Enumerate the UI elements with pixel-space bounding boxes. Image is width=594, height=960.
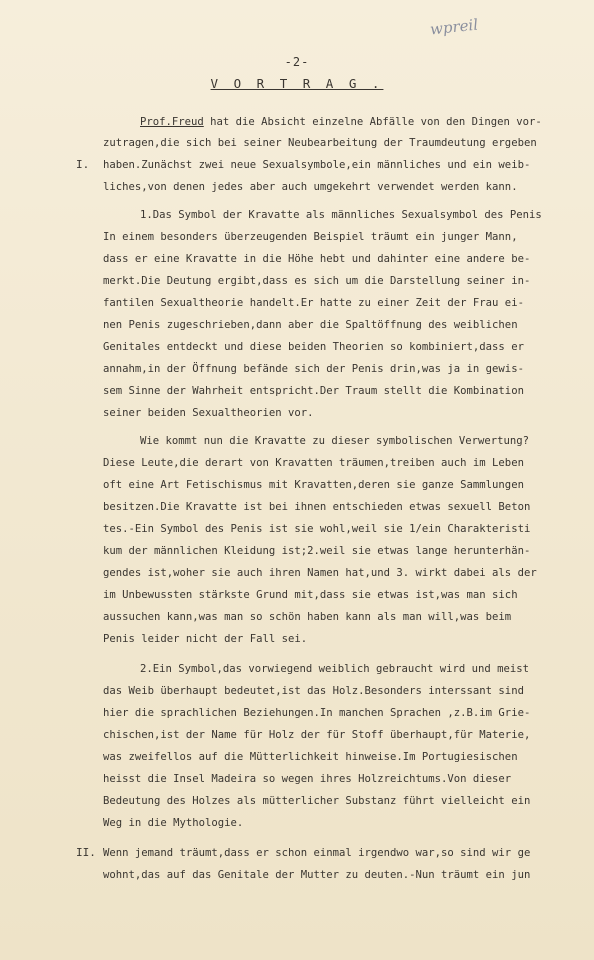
- text-line: Diese Leute,die derart von Kravatten träumen,treiben auch im Leben: [103, 457, 524, 469]
- page-number: -2-: [284, 55, 310, 69]
- text-line: kum der männlichen Kleidung ist;2.weil sie etwas lange herunterhän-: [103, 545, 531, 557]
- text-line: haben.Zunächst zwei neue Sexualsymbole,ein männliches und ein weib-: [103, 159, 531, 171]
- margin-numeral: II.: [76, 846, 96, 859]
- margin-numeral: I.: [76, 158, 90, 171]
- text-line: was zweifellos auf die Mütterlichkeit hinweise.Im Portugiesischen: [103, 751, 518, 763]
- text-line: Weg in die Mythologie.: [103, 817, 244, 829]
- handwritten-annotation: wpreil: [429, 15, 479, 39]
- text-line: liches,von denen jedes aber auch umgekehrt verwendet werden kann.: [103, 181, 518, 193]
- text-line: sem Sinne der Wahrheit entspricht.Der Traum stellt die Kombination: [103, 385, 524, 397]
- text-line: das Weib überhaupt bedeutet,ist das Holz.Besonders interssant sind: [103, 685, 524, 697]
- text-line: 1.Das Symbol der Kravatte als männliches Sexualsymbol des Penis: [140, 209, 542, 221]
- text-line: Bedeutung des Holzes als mütterlicher Substanz führt vielleicht ein: [103, 795, 531, 807]
- text-line: aussuchen kann,was man so schön haben kann als man will,was beim: [103, 611, 512, 623]
- text-line: Wie kommt nun die Kravatte zu dieser symbolischen Verwertung?: [140, 435, 530, 447]
- document-title: V O R T R A G .: [210, 76, 384, 91]
- text-line: oft eine Art Fetischismus mit Kravatten,deren sie ganze Sammlungen: [103, 479, 524, 491]
- text-line: chischen,ist der Name für Holz der für Stoff überhaupt,für Materie,: [103, 729, 531, 741]
- text-line: wohnt,das auf das Genitale der Mutter zu deuten.-Nun träumt ein jun: [103, 869, 531, 881]
- text-line: Wenn jemand träumt,dass er schon einmal irgendwo war,so sind wir ge: [103, 847, 531, 859]
- text-line: fantilen Sexualtheorie handelt.Er hatte zu einer Zeit der Frau ei-: [103, 297, 524, 309]
- text-line: zutragen,die sich bei seiner Neubearbeitung der Traumdeutung ergeben: [103, 137, 537, 149]
- text-line: hier die sprachlichen Beziehungen.In manchen Sprachen ,z.B.im Grie-: [103, 707, 531, 719]
- text-line: merkt.Die Deutung ergibt,dass es sich um die Darstellung seiner in-: [103, 275, 531, 287]
- text-line: Genitales entdeckt und diese beiden Theorien so kombiniert,dass er: [103, 341, 524, 353]
- text-line: seiner beiden Sexualtheorien vor.: [103, 407, 314, 419]
- text-line: In einem besonders überzeugenden Beispiel träumt ein junger Mann,: [103, 231, 518, 243]
- text-line: tes.-Ein Symbol des Penis ist sie wohl,weil sie 1/ein Charakteristi: [103, 523, 531, 535]
- text-line: dass er eine Kravatte in die Höhe hebt und dahinter eine andere be-: [103, 253, 531, 265]
- text-line: heisst die Insel Madeira so wegen ihres Holzreichtums.Von dieser: [103, 773, 512, 785]
- text-line: gendes ist,woher sie auch ihren Namen hat,und 3. wirkt dabei als der: [103, 567, 537, 579]
- text-line: Penis leider nicht der Fall sei.: [103, 633, 308, 645]
- text-line: im Unbewussten stärkste Grund mit,dass sie etwas ist,was man sich: [103, 589, 518, 601]
- text-line: annahm,in der Öffnung befände sich der Penis drin,was ja in gewis-: [103, 363, 524, 375]
- text-line: besitzen.Die Kravatte ist bei ihnen entschieden etwas sexuell Beton: [103, 501, 531, 513]
- text-line: 2.Ein Symbol,das vorwiegend weiblich gebraucht wird und meist: [140, 663, 530, 675]
- text-line: nen Penis zugeschrieben,dann aber die Spaltöffnung des weiblichen: [103, 319, 518, 331]
- text-line: Prof.Freud hat die Absicht einzelne Abfälle von den Dingen vor-: [140, 116, 542, 128]
- speaker-name: Prof.Freud: [140, 116, 204, 128]
